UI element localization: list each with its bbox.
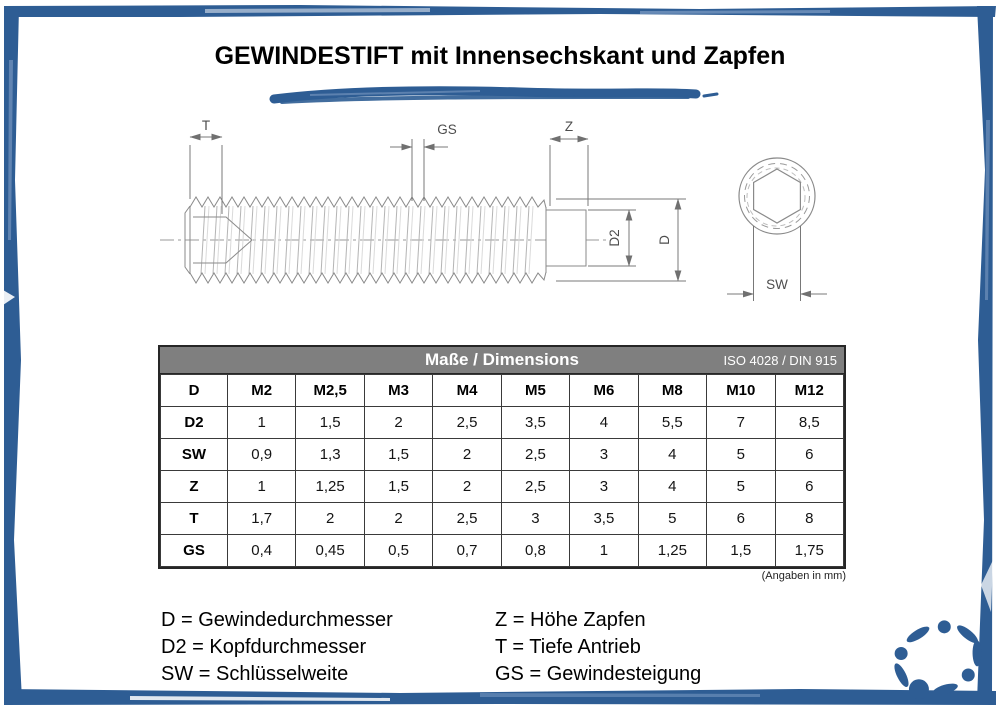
table-cell: 1,25 bbox=[638, 535, 706, 567]
table-cell: 3 bbox=[501, 503, 569, 535]
legend-item: Z = Höhe Zapfen bbox=[495, 609, 646, 631]
dim-d2 bbox=[588, 210, 636, 266]
table-cell: 0,7 bbox=[433, 535, 501, 567]
table-cell: 8 bbox=[775, 503, 844, 535]
dim-sw bbox=[727, 226, 827, 301]
table-cell: 0,5 bbox=[364, 535, 432, 567]
dim-sw-label: SW bbox=[766, 277, 788, 292]
table-header-band bbox=[160, 347, 844, 374]
table-row bbox=[161, 503, 844, 535]
dim-z-label: Z bbox=[564, 119, 574, 134]
dim-table-header-row bbox=[161, 375, 844, 407]
legend-item: GS = Gewindesteigung bbox=[495, 663, 702, 685]
screw-end-view bbox=[727, 158, 827, 301]
table-cell: 0,4 bbox=[228, 535, 296, 567]
table-col-header: M8 bbox=[638, 375, 706, 407]
table-cell: 2 bbox=[433, 471, 501, 503]
table-col-header: M4 bbox=[433, 375, 501, 407]
table-cell: 2 bbox=[364, 503, 432, 535]
legend-item: SW = Schlüsselweite bbox=[161, 663, 349, 685]
title-underline bbox=[274, 91, 717, 102]
table-cell: 2,5 bbox=[433, 407, 501, 439]
table-cell: 5 bbox=[707, 471, 775, 503]
table-col-header: M6 bbox=[570, 375, 638, 407]
table-cell: 1 bbox=[570, 535, 638, 567]
table-cell: 8,5 bbox=[775, 407, 844, 439]
legend-left bbox=[161, 607, 393, 688]
dim-t-label: T bbox=[201, 118, 211, 133]
table-cell: 6 bbox=[707, 503, 775, 535]
table-cell: 2,5 bbox=[433, 503, 501, 535]
table-cell: 0,45 bbox=[296, 535, 364, 567]
legend-item: T = Tiefe Antrieb bbox=[495, 636, 641, 658]
table-cell: 1 bbox=[228, 471, 296, 503]
table-col-header: M2,5 bbox=[296, 375, 364, 407]
table-cell: 1,7 bbox=[228, 503, 296, 535]
table-cell: 2 bbox=[296, 503, 364, 535]
table-row-label: SW bbox=[161, 439, 228, 471]
table-cell: 4 bbox=[638, 439, 706, 471]
page-title: GEWINDESTIFT mit Innensechskant und Zapfen bbox=[214, 42, 786, 70]
table-cell: 5 bbox=[638, 503, 706, 535]
table-cell: 1,5 bbox=[296, 407, 364, 439]
table-row bbox=[161, 407, 844, 439]
table-col-header: M5 bbox=[501, 375, 569, 407]
table-cell: 3 bbox=[570, 471, 638, 503]
dog-point bbox=[546, 210, 586, 266]
table-title: Maße / Dimensions bbox=[425, 350, 579, 369]
dim-gs bbox=[390, 122, 457, 201]
table-row-label: D2 bbox=[161, 407, 228, 439]
table-cell: 4 bbox=[570, 407, 638, 439]
legend-right bbox=[495, 607, 701, 688]
table-cell: 0,8 bbox=[501, 535, 569, 567]
dim-d-label: D bbox=[657, 235, 672, 245]
table-cell: 0,9 bbox=[228, 439, 296, 471]
table-cell: 5 bbox=[707, 439, 775, 471]
dim-d2-label: D2 bbox=[607, 229, 622, 247]
dimensions-grid bbox=[160, 374, 844, 567]
table-cell: 2 bbox=[364, 407, 432, 439]
table-cell: 1 bbox=[228, 407, 296, 439]
screw-side-view bbox=[160, 118, 686, 283]
table-col-header: M10 bbox=[707, 375, 775, 407]
table-cell: 1,3 bbox=[296, 439, 364, 471]
dim-z bbox=[550, 119, 588, 206]
legend-item: D2 = Kopfdurchmesser bbox=[161, 636, 367, 658]
table-cell: 1,25 bbox=[296, 471, 364, 503]
table-row bbox=[161, 535, 844, 567]
table-cell: 3,5 bbox=[570, 503, 638, 535]
legend-item: D = Gewindedurchmesser bbox=[161, 609, 393, 631]
table-cell: 2 bbox=[433, 439, 501, 471]
table-col-header: M12 bbox=[775, 375, 844, 407]
table-cell: 2,5 bbox=[501, 471, 569, 503]
table-row bbox=[161, 471, 844, 503]
table-col-header: D bbox=[161, 375, 228, 407]
table-row-label: GS bbox=[161, 535, 228, 567]
table-cell: 6 bbox=[775, 439, 844, 471]
table-cell: 3,5 bbox=[501, 407, 569, 439]
table-col-header: M3 bbox=[364, 375, 432, 407]
table-cell: 7 bbox=[707, 407, 775, 439]
dim-gs-label: GS bbox=[437, 122, 457, 137]
table-cell: 2,5 bbox=[501, 439, 569, 471]
table-cell: 1,5 bbox=[707, 535, 775, 567]
table-row-label: Z bbox=[161, 471, 228, 503]
table-cell: 1,5 bbox=[364, 471, 432, 503]
table-cell: 1,5 bbox=[364, 439, 432, 471]
table-cell: 4 bbox=[638, 471, 706, 503]
table-cell: 5,5 bbox=[638, 407, 706, 439]
table-footnote: (Angaben in mm) bbox=[761, 570, 846, 582]
table-cell: 6 bbox=[775, 471, 844, 503]
table-col-header: M2 bbox=[228, 375, 296, 407]
dimensions-table bbox=[158, 345, 846, 569]
table-cell: 3 bbox=[570, 439, 638, 471]
brand-logo bbox=[892, 620, 982, 699]
table-standard: ISO 4028 / DIN 915 bbox=[723, 353, 837, 368]
table-cell: 1,75 bbox=[775, 535, 844, 567]
table-row bbox=[161, 439, 844, 471]
table-row-label: T bbox=[161, 503, 228, 535]
